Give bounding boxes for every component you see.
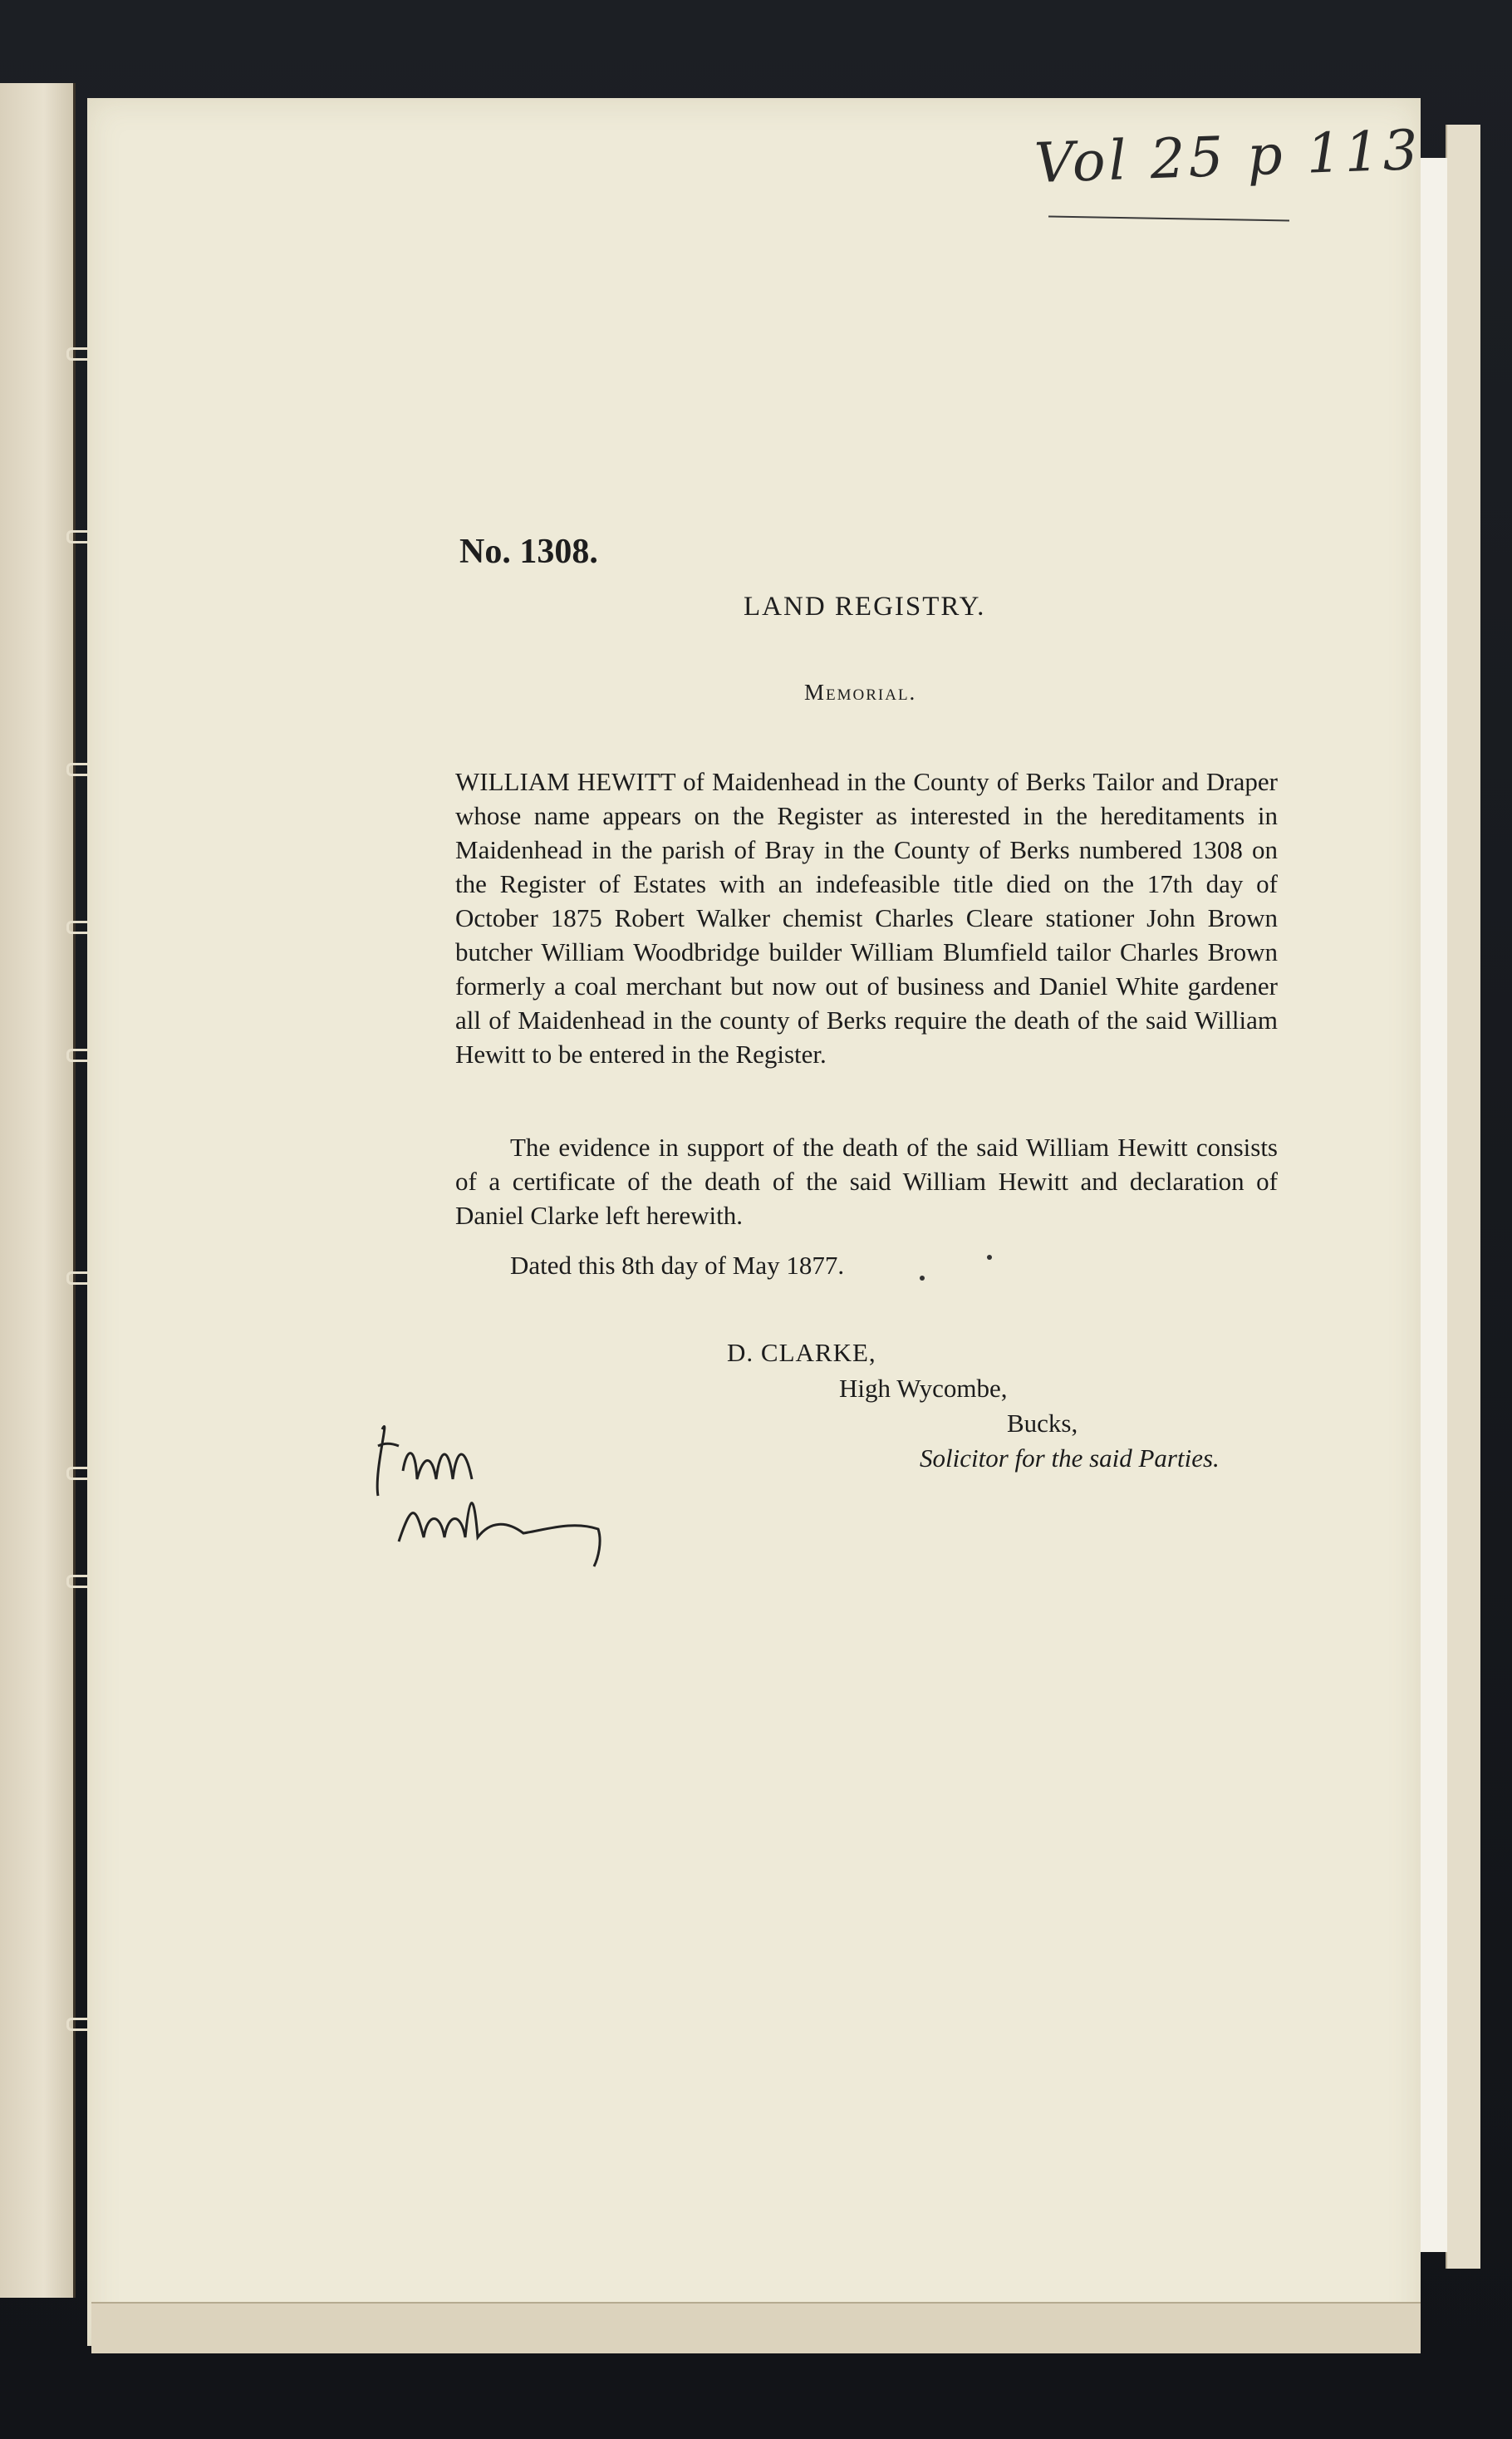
handwritten-initials bbox=[366, 1396, 623, 1587]
handwritten-volume-annotation: Vol 25 p 113 bbox=[1033, 117, 1422, 196]
signatory-role: Solicitor for the said Parties. bbox=[920, 1443, 1220, 1473]
signatory-name: D. CLARKE, bbox=[727, 1338, 876, 1367]
ink-speck bbox=[920, 1276, 925, 1281]
page-bottom-edge bbox=[91, 2302, 1421, 2353]
document-number: No. 1308. bbox=[459, 533, 598, 571]
memorial-paragraph-1: WILLIAM HEWITT of Maidenhead in the County of Berks Tailor and Draper whose name appears on the Register as interested in the hereditaments in Maidenhead in the parish of Bray in the County of Berks numbered 1308 on the Register of Estates with an indefeasible title died on the 17th day of October 1875 Robert Walker chemist Charles Cleare stationer John Brown butcher William Woodbridge builder William Blumfield tailor Charles Brown formerly a coal merchant but now out of business and Daniel White gardener all of Maidenhead in the county of Berks require the death of the said William Hewitt to be entered in the Register. bbox=[455, 767, 1278, 1069]
signatory-place: High Wycombe, bbox=[839, 1374, 1008, 1403]
signatory-county: Bucks, bbox=[1007, 1409, 1078, 1438]
page-stack-edge bbox=[1446, 125, 1480, 2269]
document-heading: LAND REGISTRY. bbox=[744, 592, 986, 622]
document-subheading: Memorial. bbox=[804, 680, 917, 705]
dated-line: Dated this 8th day of May 1877. bbox=[510, 1251, 845, 1280]
ink-speck bbox=[987, 1255, 992, 1260]
left-page-edge bbox=[0, 83, 76, 2298]
memorial-paragraph-2: The evidence in support of the death of the said William Hewitt consists of a certificate of the death of the said William Hewitt and declaration of Daniel Clarke left herewith. bbox=[455, 1133, 1278, 1230]
